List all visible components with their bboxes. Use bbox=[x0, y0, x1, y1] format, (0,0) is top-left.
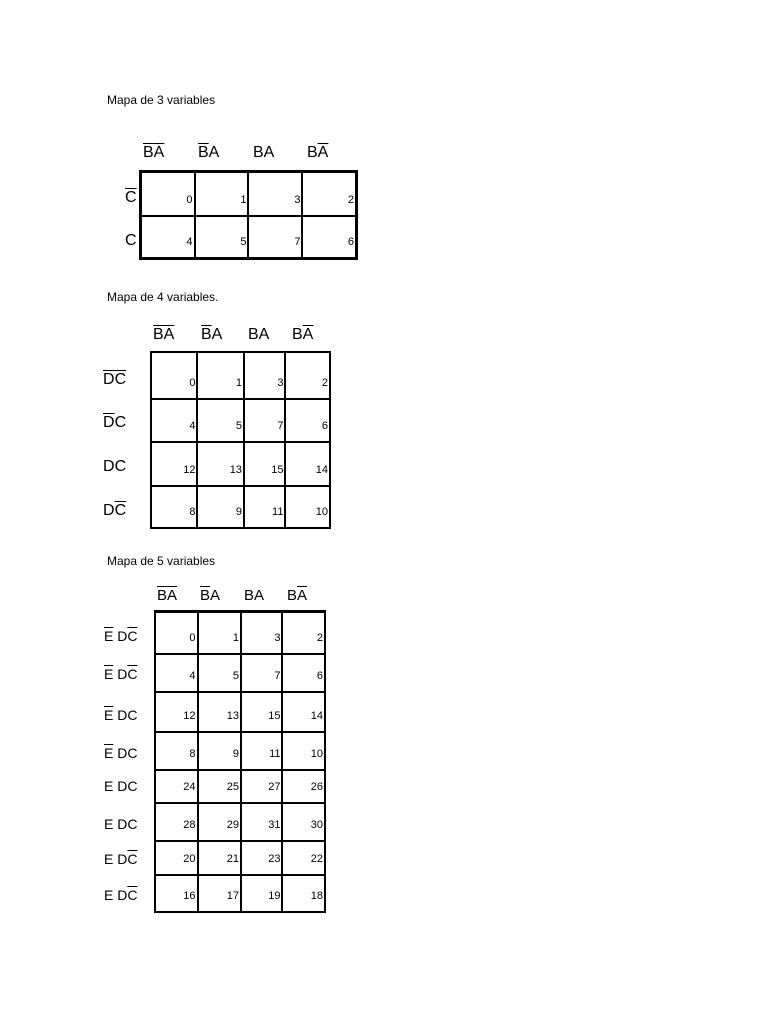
map-5-row-header: $\overline{E}$ $D\overline{C}$ bbox=[104, 628, 138, 644]
grid-cell bbox=[282, 770, 325, 803]
grid-cell bbox=[141, 216, 195, 259]
cell-number: 13 bbox=[229, 464, 242, 476]
map-5-row-header: E DC bbox=[104, 816, 138, 832]
grid-row bbox=[155, 612, 325, 654]
grid-cell bbox=[285, 352, 330, 399]
grid-cell bbox=[282, 732, 325, 770]
cell-number: 24 bbox=[183, 780, 196, 793]
cell-number: 22 bbox=[310, 852, 323, 865]
cell-number: 9 bbox=[235, 506, 242, 518]
cell-number: 9 bbox=[232, 747, 239, 760]
map-5-col-header: $\overline{B}\overline{A}$ bbox=[157, 587, 178, 604]
cell-number: 4 bbox=[189, 420, 196, 432]
grid-cell bbox=[198, 875, 241, 912]
grid-cell bbox=[285, 442, 330, 486]
cell-number: 18 bbox=[310, 889, 323, 902]
map-4-title: Mapa de 4 variables. bbox=[107, 290, 219, 304]
grid-row bbox=[155, 770, 325, 803]
grid-cell bbox=[282, 654, 325, 692]
grid-row bbox=[155, 654, 325, 692]
cell-number: 29 bbox=[226, 818, 239, 831]
cell-number: 0 bbox=[189, 631, 196, 644]
cell-number: 7 bbox=[294, 236, 301, 248]
grid-cell bbox=[302, 172, 356, 216]
map-5-row-header: $\overline{E}$ DC bbox=[104, 707, 138, 723]
grid-cell bbox=[302, 216, 356, 259]
grid-cell bbox=[244, 486, 286, 528]
cell-number: 1 bbox=[232, 631, 239, 644]
map-5-row-header: E DC bbox=[104, 778, 138, 794]
grid-cell bbox=[248, 172, 302, 216]
map-3-title: Mapa de 3 variables bbox=[107, 93, 216, 107]
map-4-row-header: DC bbox=[103, 458, 127, 475]
map-5-col-header: BA bbox=[244, 587, 265, 604]
cell-number: 8 bbox=[189, 747, 196, 760]
map-4-col-header: BA bbox=[248, 326, 270, 343]
cell-number: 13 bbox=[226, 709, 239, 722]
map-3-col-header: BA bbox=[253, 144, 275, 161]
map-4-row-header: $\overline{D}\overline{C}$ bbox=[103, 371, 127, 388]
grid-row bbox=[151, 399, 330, 442]
grid-cell bbox=[241, 654, 283, 692]
grid-cell bbox=[151, 486, 197, 528]
grid-row bbox=[141, 216, 357, 259]
cell-number: 19 bbox=[268, 889, 281, 902]
cell-number: 1 bbox=[240, 193, 247, 206]
grid-cell bbox=[282, 612, 325, 654]
map-4-col-header: $\overline{B}\overline{A}$ bbox=[153, 326, 175, 343]
cell-number: 8 bbox=[189, 506, 196, 518]
map-3-row-header: C bbox=[125, 232, 137, 249]
cell-number: 2 bbox=[316, 631, 323, 644]
map-3-col-header: $\overline{B}\overline{A}$ bbox=[143, 144, 165, 161]
cell-number: 12 bbox=[183, 709, 196, 722]
cell-number: 7 bbox=[274, 669, 281, 682]
grid-cell bbox=[198, 732, 241, 770]
cell-number: 12 bbox=[183, 464, 196, 476]
grid-row bbox=[155, 841, 325, 875]
grid-row bbox=[151, 442, 330, 486]
cell-number: 3 bbox=[294, 193, 301, 206]
cell-number: 17 bbox=[226, 889, 239, 902]
cell-number: 6 bbox=[316, 669, 323, 682]
map-3-grid bbox=[139, 170, 358, 260]
cell-number: 4 bbox=[189, 669, 196, 682]
grid-cell bbox=[155, 875, 198, 912]
grid-cell bbox=[241, 875, 283, 912]
cell-number: 31 bbox=[268, 818, 281, 831]
cell-number: 5 bbox=[232, 669, 239, 682]
map-5-row-header: E $D\overline{C}$ bbox=[104, 851, 138, 867]
grid-row bbox=[151, 486, 330, 528]
grid-cell bbox=[155, 692, 198, 732]
grid-cell bbox=[282, 841, 325, 875]
map-4-row-header: $D\overline{C}$ bbox=[103, 502, 127, 519]
grid-cell bbox=[197, 442, 243, 486]
cell-number: 6 bbox=[321, 420, 328, 432]
grid-cell bbox=[198, 803, 241, 841]
map-4-grid bbox=[150, 351, 331, 529]
cell-number: 23 bbox=[268, 852, 281, 865]
grid-cell bbox=[241, 803, 283, 841]
cell-number: 21 bbox=[226, 852, 239, 865]
grid-cell bbox=[141, 172, 195, 216]
grid-cell bbox=[241, 732, 283, 770]
grid-cell bbox=[285, 399, 330, 442]
grid-cell bbox=[155, 770, 198, 803]
grid-cell bbox=[241, 692, 283, 732]
cell-number: 20 bbox=[183, 852, 196, 865]
grid-cell bbox=[285, 486, 330, 528]
cell-number: 27 bbox=[268, 780, 281, 793]
grid-row bbox=[141, 172, 357, 216]
grid-cell bbox=[244, 399, 286, 442]
map-5-row-header: $\overline{E}$ DC bbox=[104, 745, 138, 761]
grid-cell bbox=[151, 399, 197, 442]
map-5-grid bbox=[154, 610, 326, 913]
cell-number: 5 bbox=[240, 236, 247, 248]
cell-number: 4 bbox=[186, 236, 193, 248]
cell-number: 0 bbox=[189, 377, 196, 389]
grid-row bbox=[155, 732, 325, 770]
grid-cell bbox=[155, 803, 198, 841]
grid-cell bbox=[198, 770, 241, 803]
cell-number: 7 bbox=[277, 420, 284, 432]
grid-cell bbox=[151, 442, 197, 486]
map-5-row-header: E $D\overline{C}$ bbox=[104, 887, 138, 903]
grid-cell bbox=[198, 654, 241, 692]
map-4-col-header: $\overline{B}A$ bbox=[201, 326, 223, 343]
cell-number: 15 bbox=[268, 709, 281, 722]
map-5-title: Mapa de 5 variables bbox=[107, 554, 216, 568]
grid-cell bbox=[195, 216, 249, 259]
grid-cell bbox=[282, 692, 325, 732]
cell-number: 28 bbox=[183, 818, 196, 831]
grid-cell bbox=[151, 352, 197, 399]
cell-number: 3 bbox=[277, 377, 284, 389]
grid-cell bbox=[241, 770, 283, 803]
cell-number: 10 bbox=[315, 506, 328, 518]
grid-cell bbox=[282, 803, 325, 841]
grid-cell bbox=[195, 172, 249, 216]
map-3-row-header: $\overline{C}$ bbox=[125, 189, 137, 206]
map-3-col-header: $\overline{B}A$ bbox=[198, 144, 220, 161]
grid-row bbox=[151, 352, 330, 399]
grid-row bbox=[155, 692, 325, 732]
grid-row bbox=[155, 803, 325, 841]
grid-cell bbox=[282, 875, 325, 912]
grid-cell bbox=[155, 654, 198, 692]
cell-number: 2 bbox=[347, 193, 354, 206]
map-4-col-header: $B\overline{A}$ bbox=[292, 326, 314, 343]
map-5-col-header: $B\overline{A}$ bbox=[287, 587, 308, 604]
grid-cell bbox=[197, 352, 243, 399]
cell-number: 26 bbox=[310, 780, 323, 793]
grid-cell bbox=[198, 612, 241, 654]
cell-number: 11 bbox=[269, 747, 281, 760]
cell-number: 0 bbox=[186, 193, 193, 206]
grid-cell bbox=[248, 216, 302, 259]
grid-cell bbox=[155, 841, 198, 875]
cell-number: 3 bbox=[274, 631, 281, 644]
grid-cell bbox=[198, 692, 241, 732]
cell-number: 2 bbox=[321, 377, 328, 389]
cell-number: 5 bbox=[235, 420, 242, 432]
cell-number: 1 bbox=[235, 377, 242, 389]
map-3-col-header: $B\overline{A}$ bbox=[307, 144, 329, 161]
cell-number: 16 bbox=[183, 889, 196, 902]
map-4-row-header: $\overline{D}C$ bbox=[103, 414, 127, 431]
cell-number: 14 bbox=[315, 464, 328, 476]
cell-number: 6 bbox=[347, 236, 354, 248]
grid-cell bbox=[244, 352, 286, 399]
grid-cell bbox=[241, 841, 283, 875]
grid-cell bbox=[197, 486, 243, 528]
grid-cell bbox=[197, 399, 243, 442]
cell-number: 10 bbox=[310, 747, 323, 760]
grid-cell bbox=[241, 612, 283, 654]
cell-number: 15 bbox=[271, 464, 284, 476]
grid-cell bbox=[198, 841, 241, 875]
cell-number: 11 bbox=[272, 506, 284, 518]
map-5-col-header: $\overline{B}A$ bbox=[200, 587, 221, 604]
grid-row bbox=[155, 875, 325, 912]
grid-cell bbox=[244, 442, 286, 486]
map-5-row-header: $\overline{E}$ $D\overline{C}$ bbox=[104, 666, 138, 682]
grid-cell bbox=[155, 732, 198, 770]
grid-cell bbox=[155, 612, 198, 654]
cell-number: 14 bbox=[310, 709, 323, 722]
cell-number: 30 bbox=[310, 818, 323, 831]
cell-number: 25 bbox=[226, 780, 239, 793]
